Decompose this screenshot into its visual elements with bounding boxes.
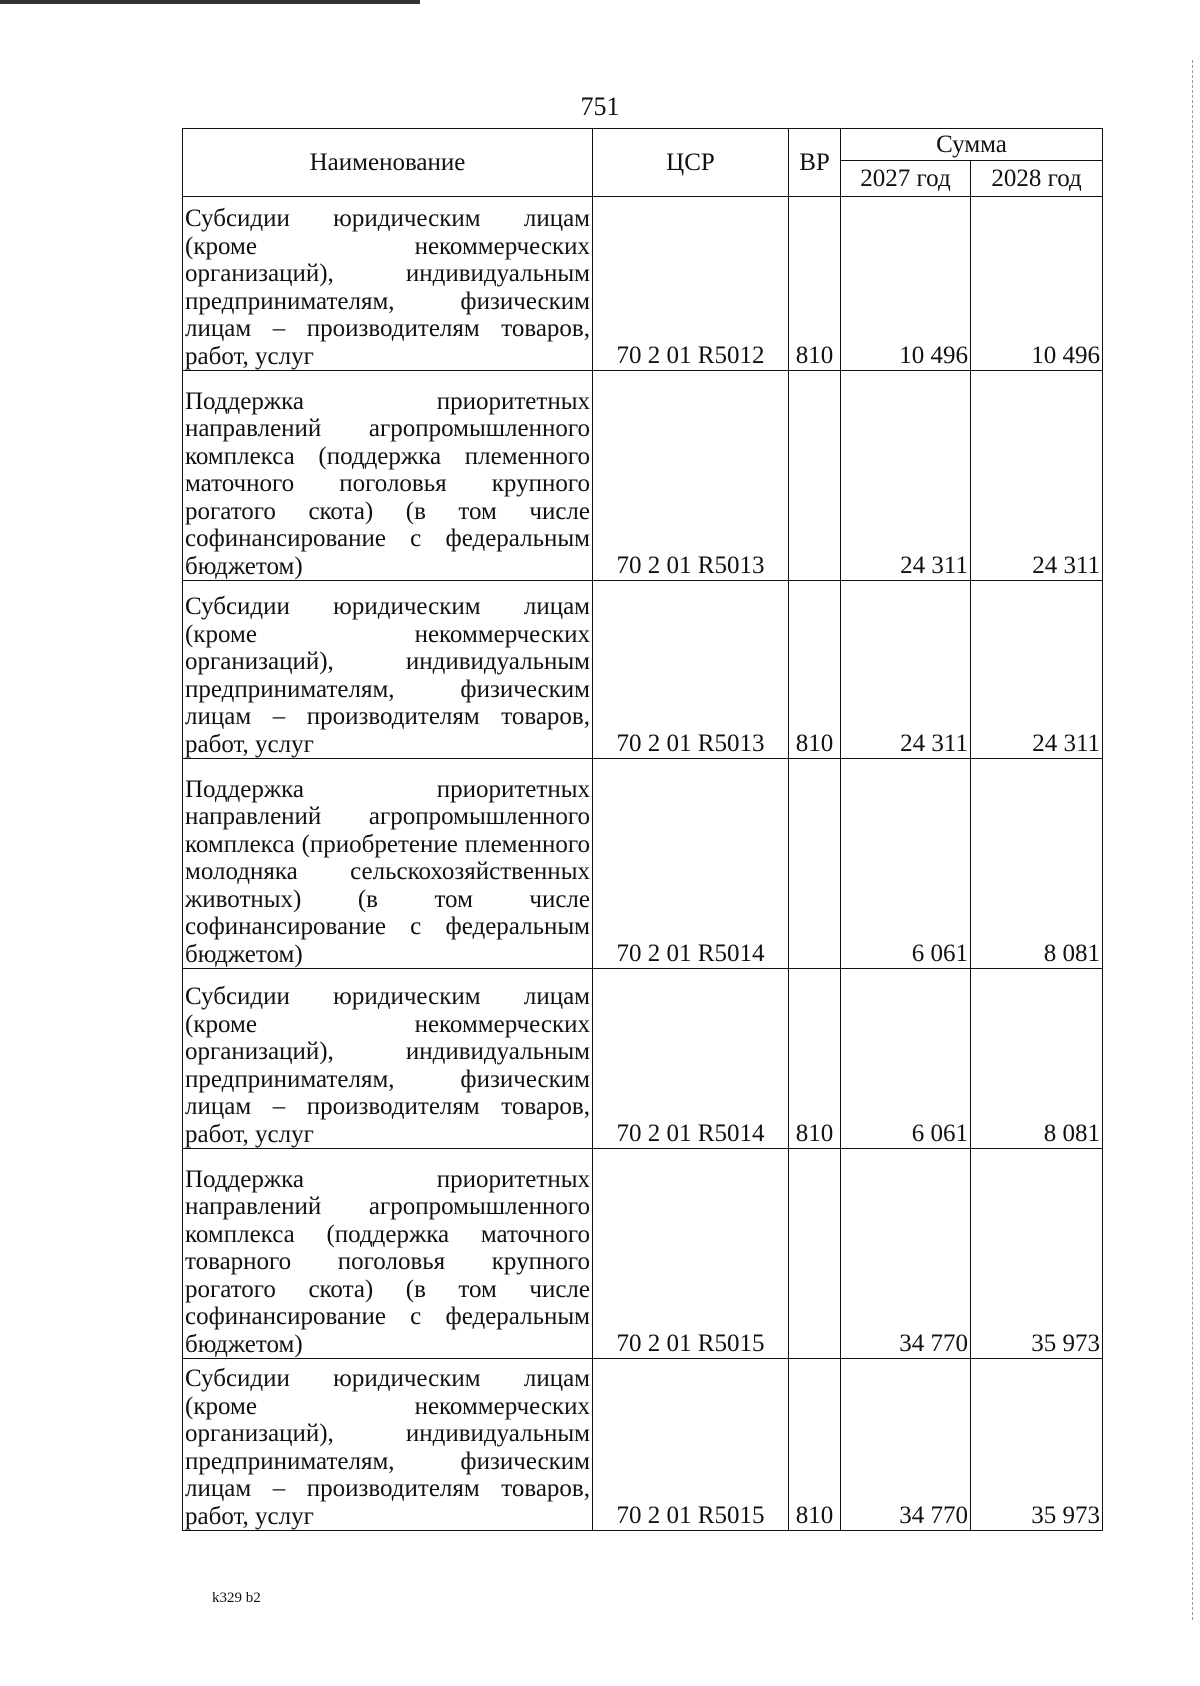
row-csr-cell: 70 2 01 R5014 xyxy=(593,969,789,1149)
row-name-cell: Поддержка приоритетных направлений агропромышленного комплекса (приобретение племенного молодняка сельскохозяйственных животных) (в том числе софинансирование с федеральным бюджетом) xyxy=(183,759,593,969)
table-body xyxy=(183,197,1103,1531)
header-year-2028: 2028 год xyxy=(971,161,1103,197)
table-row xyxy=(183,197,1103,371)
header-sum: Сумма xyxy=(841,129,1103,161)
row-2027-cell: 24 311 xyxy=(841,371,971,581)
row-name-cell: Поддержка приоритетных направлений агропромышленного комплекса (поддержка маточного товарного поголовья крупного рогатого скота) (в том числе софинансирование с федеральным бюджетом) xyxy=(183,1149,593,1359)
row-csr-cell: 70 2 01 R5013 xyxy=(593,581,789,759)
table-row xyxy=(183,1359,1103,1531)
row-vr-cell xyxy=(789,371,841,581)
row-2027-cell: 6 061 xyxy=(841,759,971,969)
page-number: 751 xyxy=(580,92,620,121)
row-2027-cell: 34 770 xyxy=(841,1149,971,1359)
row-2027-cell: 6 061 xyxy=(841,969,971,1149)
row-csr-cell: 70 2 01 R5012 xyxy=(593,197,789,371)
row-csr-cell: 70 2 01 R5015 xyxy=(593,1359,789,1531)
row-name-cell: Субсидии юридическим лицам (кроме некоммерческих организаций), индивидуальным предпринимателям, физическим лицам – производителям товаров, работ, услуг xyxy=(183,581,593,759)
header-vr: ВР xyxy=(789,129,841,197)
row-vr-cell: 810 xyxy=(789,197,841,371)
footer-code: k329 b2 xyxy=(212,1590,261,1606)
row-2027-cell: 34 770 xyxy=(841,1359,971,1531)
row-name-cell: Субсидии юридическим лицам (кроме некоммерческих организаций), индивидуальным предпринимателям, физическим лицам – производителям товаров, работ, услуг xyxy=(183,969,593,1149)
table-header xyxy=(183,129,1103,197)
row-2028-cell: 10 496 xyxy=(971,197,1103,371)
header-name: Наименование xyxy=(183,129,593,197)
header-csr: ЦСР xyxy=(593,129,789,197)
row-csr-cell: 70 2 01 R5014 xyxy=(593,759,789,969)
row-csr-cell: 70 2 01 R5015 xyxy=(593,1149,789,1359)
row-vr-cell xyxy=(789,759,841,969)
row-2028-cell: 8 081 xyxy=(971,759,1103,969)
row-name-cell: Поддержка приоритетных направлений агропромышленного комплекса (поддержка племенного маточного поголовья крупного рогатого скота) (в том числе софинансирование с федеральным бюджетом) xyxy=(183,371,593,581)
row-csr-cell: 70 2 01 R5013 xyxy=(593,371,789,581)
row-vr-cell: 810 xyxy=(789,1359,841,1531)
table-row xyxy=(183,759,1103,969)
row-name-cell: Субсидии юридическим лицам (кроме некоммерческих организаций), индивидуальным предпринимателям, физическим лицам – производителям товаров, работ, услуг xyxy=(183,1359,593,1531)
row-name-cell: Субсидии юридическим лицам (кроме некоммерческих организаций), индивидуальным предпринимателям, физическим лицам – производителям товаров, работ, услуг xyxy=(183,197,593,371)
row-2027-cell: 24 311 xyxy=(841,581,971,759)
budget-table xyxy=(182,128,1103,1531)
row-vr-cell xyxy=(789,1149,841,1359)
row-vr-cell: 810 xyxy=(789,969,841,1149)
table-row xyxy=(183,1149,1103,1359)
table-row xyxy=(183,969,1103,1149)
row-2028-cell: 24 311 xyxy=(971,581,1103,759)
row-2028-cell: 35 973 xyxy=(971,1359,1103,1531)
row-2028-cell: 35 973 xyxy=(971,1149,1103,1359)
table-row xyxy=(183,581,1103,759)
row-vr-cell: 810 xyxy=(789,581,841,759)
row-2028-cell: 24 311 xyxy=(971,371,1103,581)
table-row xyxy=(183,371,1103,581)
row-2028-cell: 8 081 xyxy=(971,969,1103,1149)
row-2027-cell: 10 496 xyxy=(841,197,971,371)
scan-edge-top xyxy=(0,0,420,4)
header-year-2027: 2027 год xyxy=(841,161,971,197)
scan-edge-right xyxy=(1192,60,1194,1620)
